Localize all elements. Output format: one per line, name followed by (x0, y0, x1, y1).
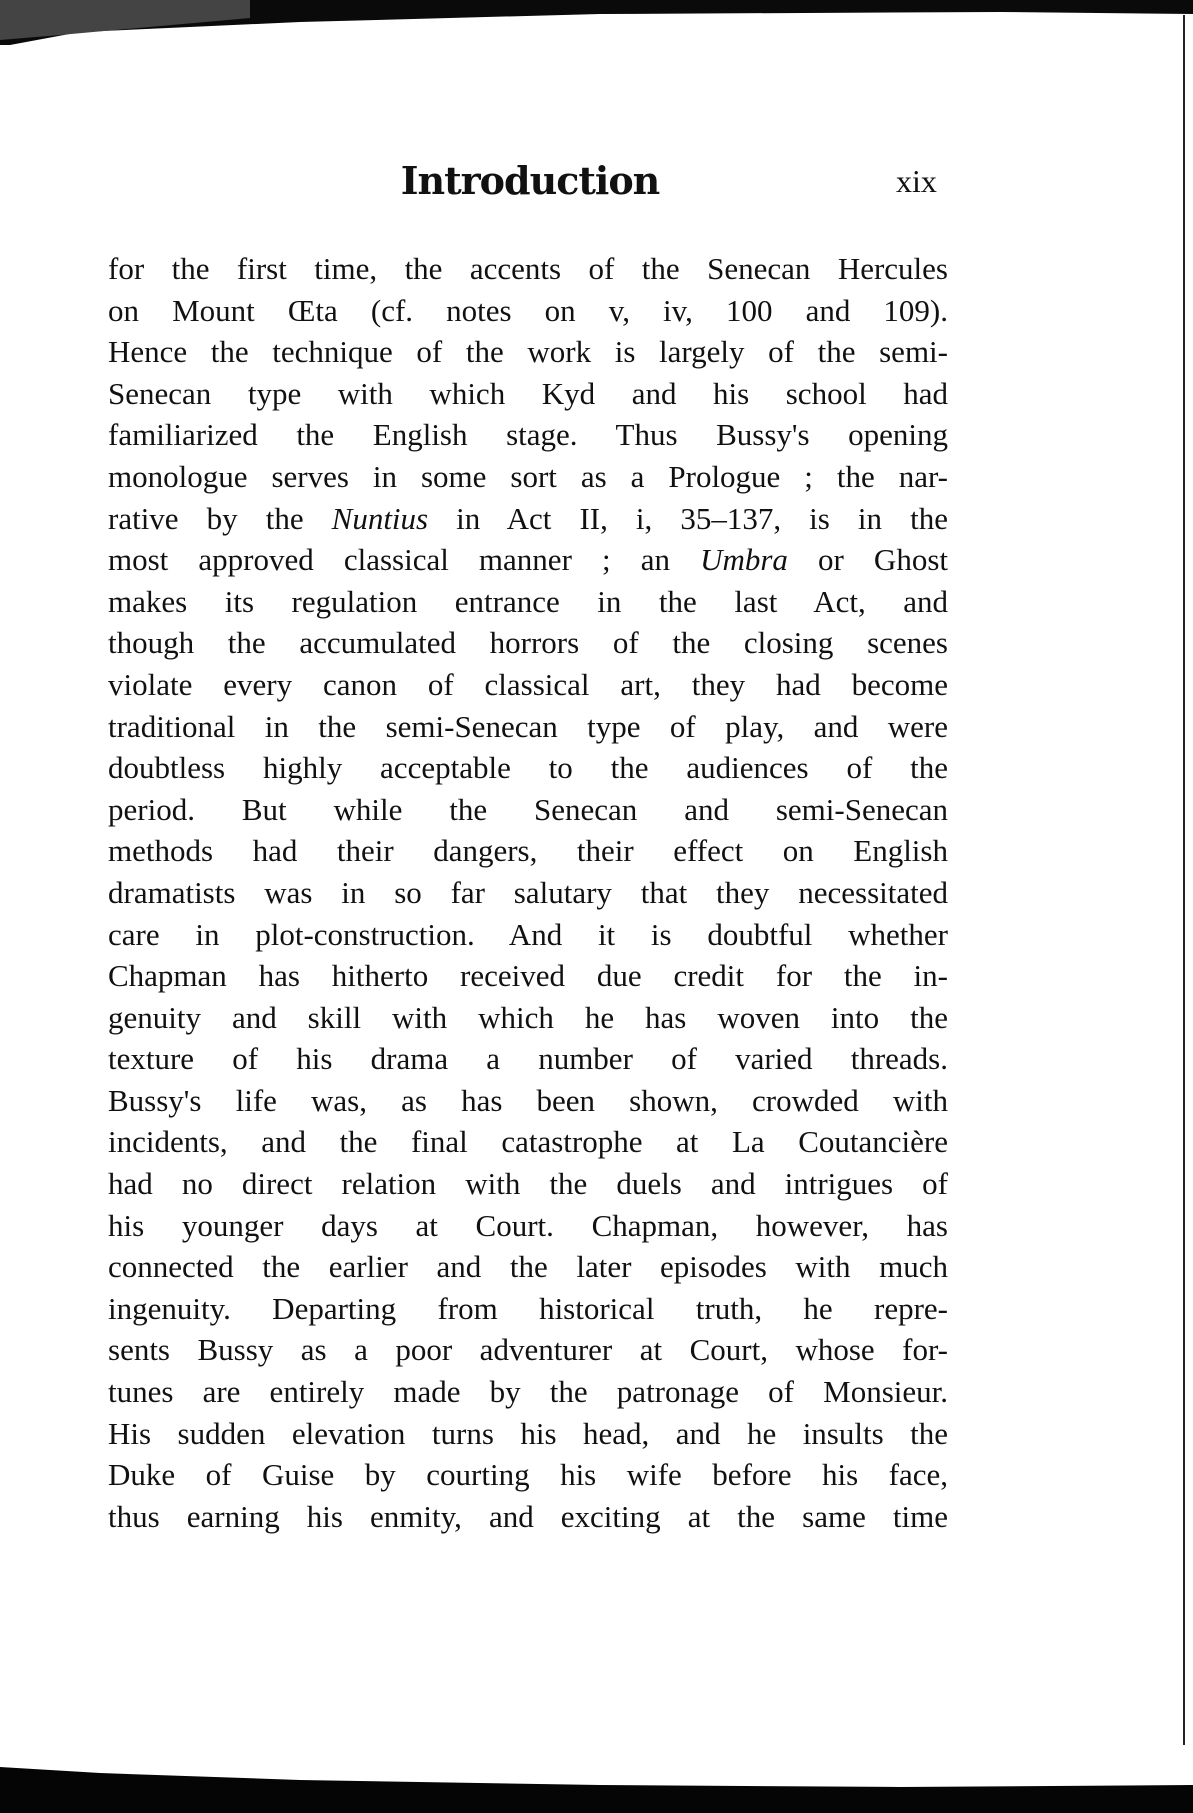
text-line: monologue serves in some sort as a Prologue ; the nar- (108, 458, 948, 494)
text-line: for the first time, the accents of the Senecan Hercules (108, 251, 948, 286)
page-number: xix (896, 163, 937, 199)
text-line: though the accumulated horrors of the closing scenes (108, 625, 948, 661)
text-line: Chapman has hitherto received due credit for the in- (108, 958, 948, 994)
text-line: texture of his drama a number of varied threads. (108, 1041, 948, 1077)
page-right-edge (1183, 15, 1185, 1745)
text-line: on Mount Œta (cf. notes on v, iv, 100 and 109). (108, 292, 948, 328)
body-text (108, 248, 948, 1537)
text-line: care in plot-construction. And it is doubtful whether (108, 916, 948, 952)
running-header-title: Introduction (400, 158, 660, 203)
text-line: methods had their dangers, their effect on English (108, 833, 948, 869)
text-line: ingenuity. Departing from historical truth, he repre- (108, 1290, 948, 1326)
text-line: Hence the technique of the work is largely of the semi- (108, 334, 948, 370)
text-line: His sudden elevation turns his head, and he insults the (108, 1415, 948, 1451)
text-line: rative by the Nuntius in Act II, i, 35–137, is in the (108, 500, 948, 536)
text-line: traditional in the semi-Senecan type of play, and were (108, 708, 948, 744)
text-line: thus earning his enmity, and exciting at the same time (108, 1498, 948, 1534)
text-line: doubtless highly acceptable to the audiences of the (108, 750, 948, 786)
text-line: violate every canon of classical art, they had become (108, 666, 948, 702)
text-line: his younger days at Court. Chapman, however, has (108, 1207, 948, 1243)
text-line: Duke of Guise by courting his wife before his face, (108, 1457, 948, 1493)
text-line: familiarized the English stage. Thus Bussy's opening (108, 417, 948, 453)
text-line: Bussy's life was, as has been shown, crowded with (108, 1082, 948, 1118)
text-line: had no direct relation with the duels and intrigues of (108, 1166, 948, 1202)
text-line: incidents, and the final catastrophe at La Coutancière (108, 1124, 948, 1160)
scan-bottom-edge (0, 1763, 1193, 1813)
text-line: Senecan type with which Kyd and his school had (108, 375, 948, 411)
text-line: sents Bussy as a poor adventurer at Court, whose for- (108, 1332, 948, 1368)
text-line: period. But while the Senecan and semi-Senecan (108, 791, 948, 827)
text-line: genuity and skill with which he has woven into the (108, 999, 948, 1035)
text-line: dramatists was in so far salutary that they necessitated (108, 874, 948, 910)
text-line: makes its regulation entrance in the last Act, and (108, 583, 948, 619)
text-line: connected the earlier and the later episodes with much (108, 1249, 948, 1285)
text-line: most approved classical manner ; an Umbra or Ghost (108, 542, 948, 578)
text-line: tunes are entirely made by the patronage of Monsieur. (108, 1374, 948, 1410)
scan-top-edge (0, 0, 1193, 50)
